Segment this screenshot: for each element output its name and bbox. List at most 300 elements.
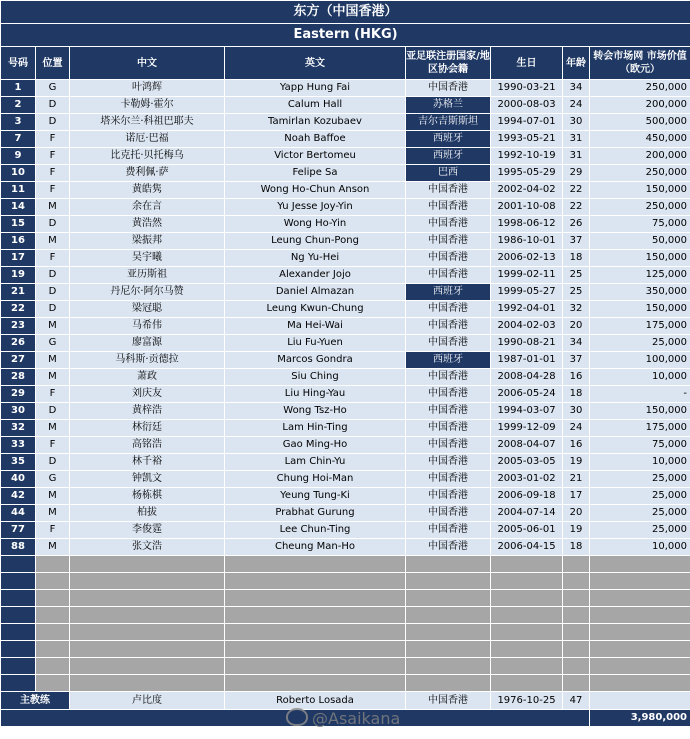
player-association: 西班牙 [406, 352, 491, 369]
header-association: 亚足联注册国家/地区协会籍 [406, 47, 491, 80]
empty-cell [36, 590, 70, 607]
player-number: 28 [1, 369, 36, 386]
player-dob: 1992-10-19 [491, 148, 563, 165]
coach-chinese-name: 卢比度 [70, 692, 225, 710]
player-position: D [36, 301, 70, 318]
empty-cell [70, 658, 225, 675]
empty-cell [491, 590, 563, 607]
player-english-name: Cheung Man-Ho [225, 539, 406, 556]
subtitle-row [1, 24, 690, 47]
table-row [1, 148, 690, 165]
player-dob: 2003-01-02 [491, 471, 563, 488]
player-number: 23 [1, 318, 36, 335]
player-dob: 2001-10-08 [491, 199, 563, 216]
player-dob: 2006-09-18 [491, 488, 563, 505]
player-number: 88 [1, 539, 36, 556]
player-value: 150,000 [590, 301, 690, 318]
player-association: 中国香港 [406, 471, 491, 488]
player-chinese-name: 林衍廷 [70, 420, 225, 437]
player-association: 巴西 [406, 165, 491, 182]
player-value: 250,000 [590, 199, 690, 216]
player-position: G [36, 335, 70, 352]
player-english-name: Wong Ho-Yin [225, 216, 406, 233]
player-dob: 1995-05-29 [491, 165, 563, 182]
empty-cell [225, 556, 406, 573]
player-age: 34 [563, 335, 590, 352]
empty-cell [225, 607, 406, 624]
empty-cell [406, 675, 491, 692]
player-age: 18 [563, 386, 590, 403]
empty-cell [491, 658, 563, 675]
empty-cell [70, 590, 225, 607]
player-value: 10,000 [590, 539, 690, 556]
player-number: 32 [1, 420, 36, 437]
player-number: 7 [1, 131, 36, 148]
empty-cell [563, 573, 590, 590]
player-value: 10,000 [590, 454, 690, 471]
player-dob: 2008-04-07 [491, 437, 563, 454]
player-number: 42 [1, 488, 36, 505]
empty-cell [406, 641, 491, 658]
player-value: 50,000 [590, 233, 690, 250]
empty-cell [406, 590, 491, 607]
player-age: 19 [563, 522, 590, 539]
player-value: 175,000 [590, 318, 690, 335]
player-value: 150,000 [590, 182, 690, 199]
player-age: 18 [563, 250, 590, 267]
empty-row [1, 624, 690, 641]
empty-cell [36, 556, 70, 573]
player-position: D [36, 267, 70, 284]
player-age: 26 [563, 216, 590, 233]
empty-number-cell [1, 641, 36, 658]
player-dob: 2006-02-13 [491, 250, 563, 267]
player-age: 37 [563, 352, 590, 369]
player-number: 30 [1, 403, 36, 420]
player-value: 150,000 [590, 250, 690, 267]
player-association: 中国香港 [406, 267, 491, 284]
player-number: 3 [1, 114, 36, 131]
player-number: 40 [1, 471, 36, 488]
empty-cell [590, 573, 690, 590]
coach-english-name: Roberto Losada [225, 692, 406, 710]
table-row [1, 301, 690, 318]
empty-cell [36, 624, 70, 641]
player-number: 14 [1, 199, 36, 216]
player-age: 20 [563, 505, 590, 522]
coach-row [1, 692, 690, 710]
player-position: M [36, 318, 70, 335]
empty-cell [406, 624, 491, 641]
player-english-name: Daniel Almazan [225, 284, 406, 301]
empty-cell [70, 675, 225, 692]
player-number: 33 [1, 437, 36, 454]
player-age: 20 [563, 318, 590, 335]
empty-cell [225, 658, 406, 675]
player-value: 25,000 [590, 505, 690, 522]
player-age: 30 [563, 403, 590, 420]
player-number: 21 [1, 284, 36, 301]
empty-cell [491, 675, 563, 692]
player-value: 125,000 [590, 267, 690, 284]
empty-cell [70, 556, 225, 573]
empty-cell [563, 556, 590, 573]
empty-cell [491, 624, 563, 641]
empty-number-cell [1, 590, 36, 607]
player-english-name: Ma Hei-Wai [225, 318, 406, 335]
empty-cell [590, 590, 690, 607]
player-dob: 2004-07-14 [491, 505, 563, 522]
player-chinese-name: 叶鸿辉 [70, 80, 225, 97]
player-english-name: Tamirlan Kozubaev [225, 114, 406, 131]
empty-cell [406, 556, 491, 573]
player-english-name: Yu Jesse Joy-Yin [225, 199, 406, 216]
player-chinese-name: 萧政 [70, 369, 225, 386]
table-row [1, 539, 690, 556]
player-number: 17 [1, 250, 36, 267]
player-age: 29 [563, 165, 590, 182]
table-row [1, 250, 690, 267]
player-value: 350,000 [590, 284, 690, 301]
player-number: 11 [1, 182, 36, 199]
table-row [1, 199, 690, 216]
empty-cell [36, 675, 70, 692]
player-dob: 2006-05-24 [491, 386, 563, 403]
watermark [286, 708, 400, 728]
player-number: 27 [1, 352, 36, 369]
table-row [1, 216, 690, 233]
empty-cell [406, 658, 491, 675]
player-position: M [36, 352, 70, 369]
table-row [1, 318, 690, 335]
player-position: G [36, 80, 70, 97]
player-english-name: Leung Kwun-Chung [225, 301, 406, 318]
player-position: M [36, 369, 70, 386]
empty-cell [36, 573, 70, 590]
empty-number-cell [1, 573, 36, 590]
table-row [1, 267, 690, 284]
player-chinese-name: 梁冠聪 [70, 301, 225, 318]
player-number: 77 [1, 522, 36, 539]
empty-cell [563, 607, 590, 624]
player-english-name: Wong Ho-Chun Anson [225, 182, 406, 199]
table-row [1, 131, 690, 148]
player-dob: 2005-03-05 [491, 454, 563, 471]
empty-number-cell [1, 624, 36, 641]
player-association: 吉尔吉斯斯坦 [406, 114, 491, 131]
player-dob: 1998-06-12 [491, 216, 563, 233]
empty-number-cell [1, 658, 36, 675]
watermark-text: @Asaikana [312, 709, 401, 728]
player-age: 30 [563, 114, 590, 131]
table-row [1, 488, 690, 505]
player-english-name: Siu Ching [225, 369, 406, 386]
player-english-name: Lee Chun-Ting [225, 522, 406, 539]
player-english-name: Ng Yu-Hei [225, 250, 406, 267]
player-dob: 2004-02-03 [491, 318, 563, 335]
player-position: F [36, 182, 70, 199]
table-row [1, 97, 690, 114]
player-association: 西班牙 [406, 131, 491, 148]
total-value: 3,980,000 [590, 710, 690, 727]
empty-cell [590, 675, 690, 692]
page-subtitle: Eastern (HKG) [1, 24, 690, 47]
player-position: M [36, 488, 70, 505]
table-row [1, 386, 690, 403]
empty-cell [590, 607, 690, 624]
player-position: M [36, 420, 70, 437]
player-number: 2 [1, 97, 36, 114]
player-chinese-name: 吴宇曦 [70, 250, 225, 267]
empty-row [1, 641, 690, 658]
player-dob: 1990-03-21 [491, 80, 563, 97]
empty-cell [491, 573, 563, 590]
empty-number-cell [1, 675, 36, 692]
player-chinese-name: 廖富源 [70, 335, 225, 352]
empty-cell [70, 624, 225, 641]
player-dob: 1994-07-01 [491, 114, 563, 131]
player-number: 22 [1, 301, 36, 318]
player-association: 中国香港 [406, 386, 491, 403]
player-dob: 1992-04-01 [491, 301, 563, 318]
player-position: F [36, 131, 70, 148]
player-english-name: Chung Hoi-Man [225, 471, 406, 488]
header-value: 转会市场网 市场价值（欧元） [590, 47, 690, 80]
player-association: 中国香港 [406, 488, 491, 505]
empty-row [1, 675, 690, 692]
player-chinese-name: 林千裕 [70, 454, 225, 471]
player-english-name: Leung Chun-Pong [225, 233, 406, 250]
player-english-name: Wong Tsz-Ho [225, 403, 406, 420]
coach-value-empty [590, 692, 690, 710]
player-chinese-name: 丹尼尔·阿尔马赞 [70, 284, 225, 301]
player-position: D [36, 403, 70, 420]
player-chinese-name: 亚历斯祖 [70, 267, 225, 284]
player-dob: 1987-01-01 [491, 352, 563, 369]
player-position: D [36, 114, 70, 131]
player-value: 75,000 [590, 437, 690, 454]
header-row [1, 47, 690, 80]
player-age: 32 [563, 301, 590, 318]
player-age: 19 [563, 454, 590, 471]
player-age: 22 [563, 199, 590, 216]
player-value: 100,000 [590, 352, 690, 369]
table-row [1, 420, 690, 437]
player-age: 31 [563, 148, 590, 165]
empty-cell [590, 556, 690, 573]
player-age: 24 [563, 97, 590, 114]
player-chinese-name: 塔米尔兰·科祖巴耶夫 [70, 114, 225, 131]
player-number: 9 [1, 148, 36, 165]
empty-row [1, 607, 690, 624]
player-chinese-name: 张文浩 [70, 539, 225, 556]
player-association: 西班牙 [406, 284, 491, 301]
player-position: F [36, 386, 70, 403]
player-position: G [36, 471, 70, 488]
empty-cell [70, 641, 225, 658]
header-age: 年龄 [563, 47, 590, 80]
player-association: 中国香港 [406, 199, 491, 216]
empty-number-cell [1, 607, 36, 624]
player-number: 29 [1, 386, 36, 403]
empty-cell [563, 675, 590, 692]
player-english-name: Liu Hing-Yau [225, 386, 406, 403]
player-chinese-name: 高铭浩 [70, 437, 225, 454]
player-number: 26 [1, 335, 36, 352]
player-value: 175,000 [590, 420, 690, 437]
table-row [1, 522, 690, 539]
player-value: 150,000 [590, 403, 690, 420]
player-number: 1 [1, 80, 36, 97]
empty-cell [491, 556, 563, 573]
player-age: 16 [563, 437, 590, 454]
table-row [1, 505, 690, 522]
player-english-name: Prabhat Gurung [225, 505, 406, 522]
player-number: 19 [1, 267, 36, 284]
coach-dob: 1976-10-25 [491, 692, 563, 710]
player-position: D [36, 97, 70, 114]
player-value: 200,000 [590, 148, 690, 165]
player-position: D [36, 454, 70, 471]
player-position: F [36, 522, 70, 539]
player-dob: 2000-08-03 [491, 97, 563, 114]
empty-cell [225, 624, 406, 641]
player-position: M [36, 505, 70, 522]
player-position: F [36, 437, 70, 454]
player-dob: 1994-03-07 [491, 403, 563, 420]
player-association: 西班牙 [406, 148, 491, 165]
player-association: 中国香港 [406, 403, 491, 420]
table-row [1, 437, 690, 454]
player-value: 200,000 [590, 97, 690, 114]
empty-cell [70, 573, 225, 590]
player-value: 25,000 [590, 471, 690, 488]
empty-cell [491, 641, 563, 658]
player-position: M [36, 199, 70, 216]
player-chinese-name: 诺厄·巴福 [70, 131, 225, 148]
player-value: 500,000 [590, 114, 690, 131]
table-row [1, 454, 690, 471]
player-chinese-name: 李俊霆 [70, 522, 225, 539]
player-association: 中国香港 [406, 522, 491, 539]
player-chinese-name: 黄浩然 [70, 216, 225, 233]
empty-cell [36, 607, 70, 624]
player-dob: 2006-04-15 [491, 539, 563, 556]
player-association: 中国香港 [406, 369, 491, 386]
empty-row [1, 556, 690, 573]
player-chinese-name: 费利佩·萨 [70, 165, 225, 182]
table-row [1, 369, 690, 386]
header-english: 英文 [225, 47, 406, 80]
empty-cell [225, 590, 406, 607]
player-association: 中国香港 [406, 80, 491, 97]
player-association: 苏格兰 [406, 97, 491, 114]
player-age: 34 [563, 80, 590, 97]
empty-row [1, 590, 690, 607]
coach-association: 中国香港 [406, 692, 491, 710]
player-value: 25,000 [590, 522, 690, 539]
player-dob: 1999-12-09 [491, 420, 563, 437]
player-english-name: Liu Fu-Yuen [225, 335, 406, 352]
empty-cell [406, 573, 491, 590]
player-position: D [36, 284, 70, 301]
player-age: 16 [563, 369, 590, 386]
player-position: D [36, 216, 70, 233]
table-row [1, 165, 690, 182]
player-chinese-name: 比克托·贝托梅乌 [70, 148, 225, 165]
player-chinese-name: 黄皓隽 [70, 182, 225, 199]
player-chinese-name: 卡勒姆·霍尔 [70, 97, 225, 114]
player-association: 中国香港 [406, 335, 491, 352]
player-english-name: Victor Bertomeu [225, 148, 406, 165]
player-chinese-name: 马科斯·贡德拉 [70, 352, 225, 369]
coach-label: 主教练 [1, 692, 70, 710]
player-number: 16 [1, 233, 36, 250]
table-row [1, 114, 690, 131]
player-age: 22 [563, 182, 590, 199]
empty-cell [406, 607, 491, 624]
empty-cell [563, 624, 590, 641]
empty-row [1, 573, 690, 590]
player-chinese-name: 刘庆友 [70, 386, 225, 403]
weibo-icon [286, 708, 308, 726]
player-age: 18 [563, 539, 590, 556]
player-age: 17 [563, 488, 590, 505]
empty-cell [225, 573, 406, 590]
table-row [1, 80, 690, 97]
player-chinese-name: 杨栋棋 [70, 488, 225, 505]
title-row [1, 1, 690, 24]
player-association: 中国香港 [406, 539, 491, 556]
page-title: 东方（中国香港） [1, 1, 690, 24]
player-association: 中国香港 [406, 233, 491, 250]
empty-cell [590, 624, 690, 641]
table-row [1, 403, 690, 420]
empty-cell [225, 675, 406, 692]
empty-cell [491, 607, 563, 624]
table-row [1, 182, 690, 199]
player-number: 10 [1, 165, 36, 182]
player-dob: 1999-02-11 [491, 267, 563, 284]
player-dob: 1993-05-21 [491, 131, 563, 148]
player-association: 中国香港 [406, 216, 491, 233]
player-position: F [36, 148, 70, 165]
empty-cell [563, 658, 590, 675]
player-english-name: Calum Hall [225, 97, 406, 114]
empty-cell [36, 658, 70, 675]
table-row [1, 335, 690, 352]
table-row [1, 352, 690, 369]
header-dob: 生日 [491, 47, 563, 80]
player-value: 75,000 [590, 216, 690, 233]
player-english-name: Noah Baffoe [225, 131, 406, 148]
player-number: 44 [1, 505, 36, 522]
player-position: M [36, 539, 70, 556]
player-chinese-name: 马希伟 [70, 318, 225, 335]
player-association: 中国香港 [406, 437, 491, 454]
player-english-name: Yeung Tung-Ki [225, 488, 406, 505]
player-dob: 2008-04-28 [491, 369, 563, 386]
player-dob: 1999-05-27 [491, 284, 563, 301]
coach-age: 47 [563, 692, 590, 710]
player-english-name: Yapp Hung Fai [225, 80, 406, 97]
player-association: 中国香港 [406, 182, 491, 199]
player-chinese-name: 钟凯文 [70, 471, 225, 488]
player-age: 25 [563, 284, 590, 301]
empty-row [1, 658, 690, 675]
player-value: - [590, 386, 690, 403]
player-value: 25,000 [590, 488, 690, 505]
